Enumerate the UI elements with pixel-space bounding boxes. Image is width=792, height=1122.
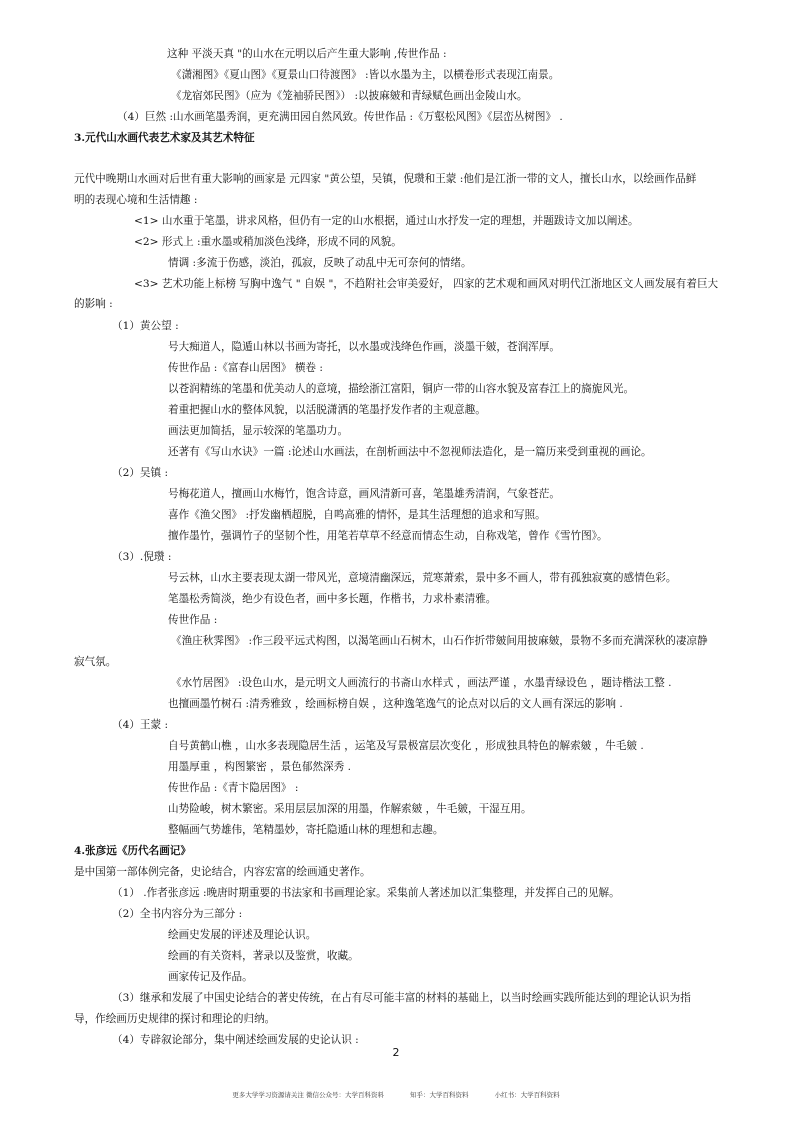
text-line: 《渔庄秋霁图》 :作三段平远式构图，以渴笔画山石树木，山石作折带皴间用披麻皴，景物不多而充满深秋的凄凉静 [171,635,708,647]
text-line: 绘画的有关资料，著录以及鉴赏，收藏。 [168,950,359,962]
text-line: 画家传记及作品。 [168,971,253,983]
footer [0,1090,792,1099]
text-line: 传世作品 :《青卞隐居图》 : [168,782,299,794]
text-line: 元代中晚期山水画对后世有重大影响的画家是 元四家 "黄公望，吴镇，倪瓒和王蒙 :他们是江浙一带的文人，擅长山水，以绘画作品鲜 [74,173,697,185]
footer-zhihu: 知乎：大学百科资料 [410,1091,469,1099]
text-line: 用墨厚重 ，构图繁密 ，景色郁然深秀 . [168,761,351,773]
text-line: 山势险峻，树木繁密。采用层层加深的用墨，作解索皴 ，牛毛皴，干湿互用。 [168,803,532,815]
text-line: 着重把握山水的整体风貌，以活脱潇洒的笔墨抒发作者的主观意趣。 [168,404,486,416]
text-line: 号大痴道人，隐遁山林以书画为寄托，以水墨或浅绛色作画，淡墨干皴，苍润浑厚。 [168,341,560,353]
text-line: 的影响 : [74,298,113,310]
text-line: 号云林，山水主要表现太湖一带风光，意境清幽深远，荒寒萧索，景中多不画人，带有孤独寂寞的感情色彩。 [168,572,677,584]
text-line: （4）巨然 :山水画笔墨秀润，更充满田园自然风致。传世作品 :《万壑松风图》《层峦丛树图》 . [117,111,563,123]
footer-wechat: 更多大学学习资源请关注 微信公众号：大学百科资料 [232,1091,384,1099]
text-line: 号梅花道人，擅画山水梅竹，饱含诗意，画风清新可喜，笔墨雄秀清润，气象苍茫。 [168,488,560,500]
footer-xiaohongshu: 小红书：大学百科资料 [494,1091,560,1099]
text-line: 也擅画墨竹树石 :清秀雅致 ，绘画标榜自娱 ，这种逸笔逸气的论点对以后的文人画有深远的影响 . [168,698,623,710]
text-line: 自号黄鹤山樵 ，山水多表现隐居生活 ，运笔及写景极富层次变化 ，形成独具特色的解索皴 ，牛毛皴 . [168,740,644,752]
text-line: 《水竹居图》 :设色山水，是元明文人画流行的书斋山水样式 ，画法严谨 ，水墨青绿设色 ，题诗楷法工整 . [171,677,672,689]
text-line: （2）全书内容分为三部分 : [112,908,243,920]
subheading: （1）黄公望 : [112,320,179,332]
text-line: （4）专辟叙论部分，集中阐述绘画发展的史论认识 : [112,1034,359,1046]
text-line: 情调 :多流于伤感，淡泊，孤寂，反映了动乱中无可奈何的情绪。 [168,257,472,269]
text-line: （1） .作者张彦远 :晚唐时期重要的书法家和书画理论家。采集前人著述加以汇集整理，并发挥自己的见解。 [112,887,620,899]
text-line: 画法更加简括，显示较深的笔墨功力。 [168,425,349,437]
text-line: 整幅画气势雄伟，笔精墨妙，寄托隐遁山林的理想和志趣。 [168,824,444,836]
section-heading: 3.元代山水画代表艺术家及其艺术特征 [74,132,255,144]
text-line: 明的表现心境和生活情趣 : [74,194,198,206]
text-line: 这种 平淡天真 "的山水在元明以后产生重大影响 ,传世作品 : [167,48,447,60]
text-line: 寂气氛。 [74,656,117,668]
text-line: <1> 山水重于笔墨，讲求风格，但仍有一定的山水根据，通过山水抒发一定的理想，并题跋诗文加以阐述。 [134,215,639,227]
text-line: 《潇湘图》《夏山图》《夏景山口待渡图》 :皆以水墨为主，以横卷形式表现江南景。 [171,69,560,81]
text-line: 还著有《写山水诀》一篇 :论述山水画法，在剖析画法中不忽视师法造化，是一篇历来受到重视的画论。 [168,446,652,458]
subheading: （2）吴镇 : [112,467,169,479]
section-heading: 4.张彦远《历代名画记》 [74,845,191,857]
text-line: 绘画史发展的评述及理论认识。 [168,929,317,941]
subheading: （4）王蒙 : [112,719,169,731]
text-line: 以苍润精练的笔墨和优美动人的意境，描绘浙江富阳，铜庐一带的山容水貌及富春江上的旖旎风光。 [168,383,635,395]
text-line: 传世作品 : [168,614,218,626]
text-line: （3）继承和发展了中国史论结合的著史传统，在占有尽可能丰富的材料的基础上，以当时绘画实践所能达到的理论认识为指 [112,992,691,1004]
text-line: 传世作品 :《富春山居图》 横卷 : [168,362,323,374]
text-line: <2> 形式上 :重水墨或稍加淡色浅绛，形成不同的风貌。 [134,236,402,248]
text-line: 擅作墨竹，强调竹子的坚韧个性，用笔若草草不经意而情态生动，自称戏笔，曾作《雪竹图》。 [168,530,608,542]
text-line: 是中国第一部体例完备，史论结合，内容宏富的绘画通史著作。 [74,866,371,878]
text-line: 导，作绘画历史规律的探讨和理论的归纳。 [74,1013,276,1025]
page-number: 2 [392,1046,400,1059]
text-line: <3> 艺术功能上标榜 写胸中逸气 " 自娱 "，不趋附社会审美爱好， 四家的艺术观和画风对明代江浙地区文人画发展有着巨大 [134,278,719,290]
text-line: 笔墨松秀简淡，绝少有设色者，画中多长题，作楷书，力求朴素清雅。 [168,593,497,605]
subheading: （3）.倪瓒 : [112,551,172,563]
text-line: 《龙宿郊民图》（应为《笼袖骄民图》） :以披麻皴和青绿赋色画出金陵山水。 [171,90,528,102]
text-line: 喜作《渔父图》 :抒发幽栖超脱，自鸣高雅的情怀，是其生活理想的追求和写照。 [168,509,546,521]
